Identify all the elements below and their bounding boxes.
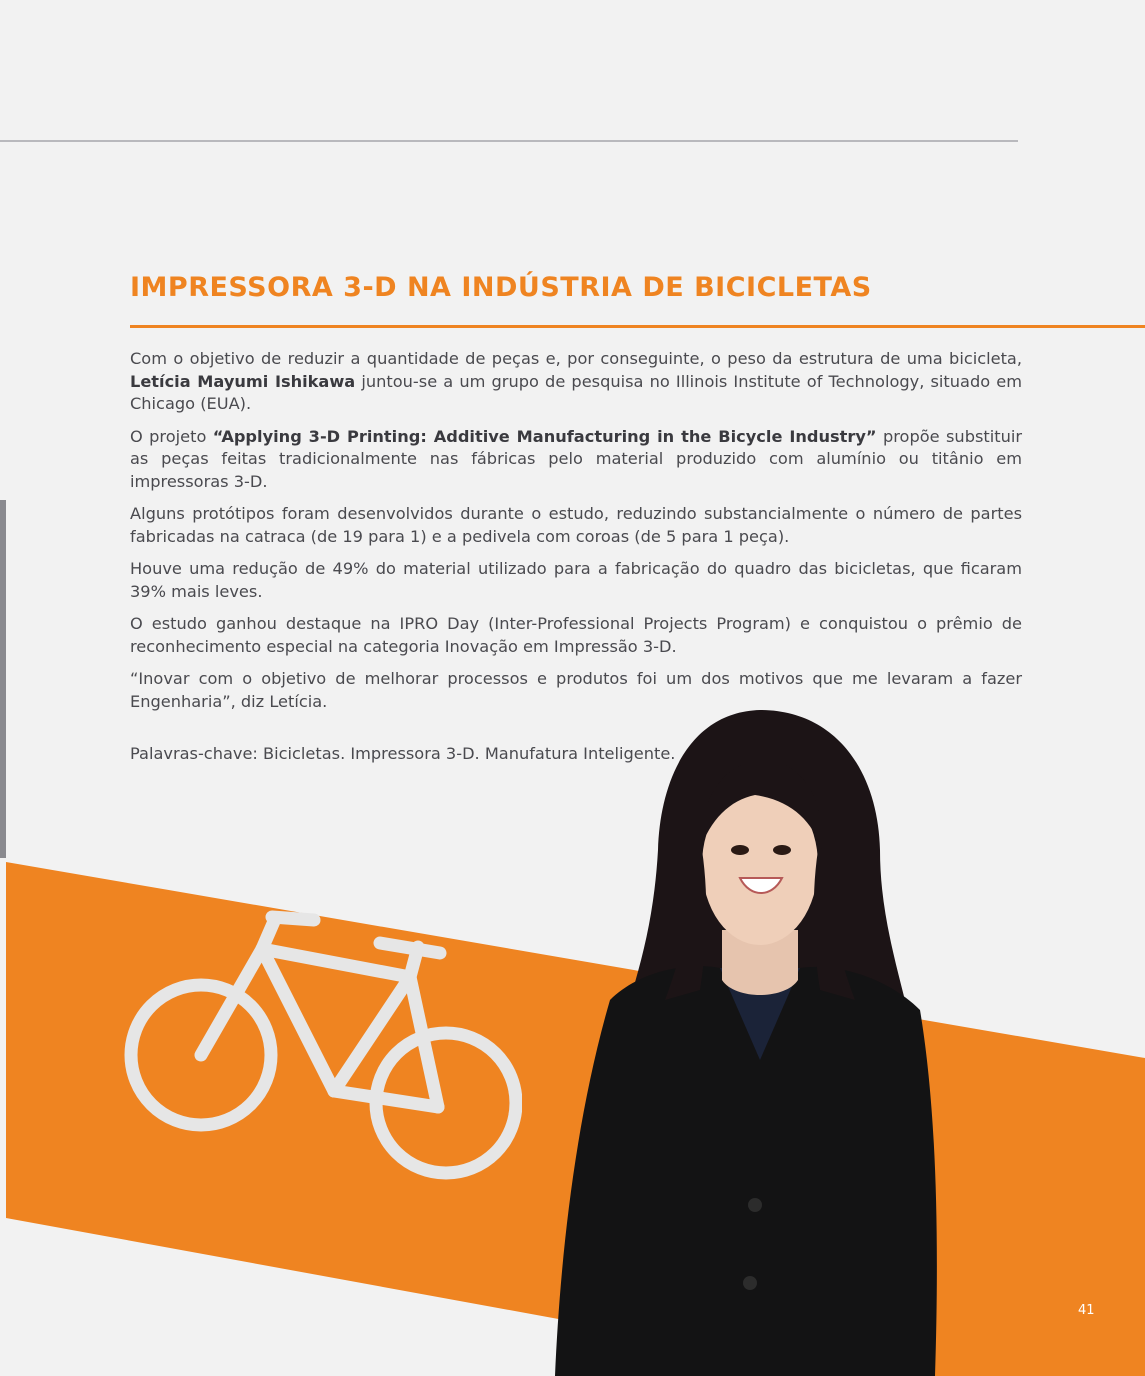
project-title: “Applying 3-D Printing: Additive Manufacturing in the Bicycle Industry” — [212, 426, 877, 446]
paragraph-4: Houve uma redução de 49% do material utilizado para a fabricação do quadro das bicicletas, que ficaram 39% mais leves. — [130, 559, 1022, 601]
quote-paragraph: “Inovar com o objetivo de melhorar processos e produtos foi um dos motivos que me levaram a fazer Engenharia”, diz Letícia. — [130, 669, 1022, 711]
paragraph-3: Alguns protótipos foram desenvolvidos durante o estudo, reduzindo substancialmente o número de partes fabricadas na catraca (de 19 para 1) e a pedivela com coroas (de 5 para 1 peça). — [130, 504, 1022, 546]
article-title: IMPRESSORA 3-D NA INDÚSTRIA DE BICICLETAS — [130, 272, 872, 303]
researcher-name: Letícia Mayumi Ishikawa — [130, 371, 356, 391]
paragraph-1: Com o objetivo de reduzir a quantidade de peças e, por conseguinte, o peso da estrutura de uma bicicleta, Letícia Mayumi Ishikawa juntou-se a um grupo de pesquisa no Illinois Institute of Technology, situado em Chicago (EUA). — [130, 349, 1022, 413]
left-eye — [731, 845, 749, 855]
paragraph-5: O estudo ganhou destaque na IPRO Day (Inter-Professional Projects Program) e conquistou o prêmio de reconhecimento especial na categoria Inovação em Impressão 3-D. — [130, 614, 1022, 656]
keywords: Palavras-chave: Bicicletas. Impressora 3-D. Manufatura Inteligente. — [130, 744, 676, 763]
bicycle-icon — [122, 905, 522, 1185]
jacket-button-bottom — [743, 1276, 757, 1290]
paragraph-2: O projeto “Applying 3-D Printing: Additive Manufacturing in the Bicycle Industry” propõe substituir as peças feitas tradicionalmente nas fábricas pelo material produzido com alumínio ou titânio em impressoras 3-D. — [130, 426, 1023, 491]
right-eye — [773, 845, 791, 855]
researcher-photo — [550, 700, 970, 1376]
jacket-button-top — [748, 1198, 762, 1212]
page-number: 41 — [1078, 1303, 1095, 1318]
